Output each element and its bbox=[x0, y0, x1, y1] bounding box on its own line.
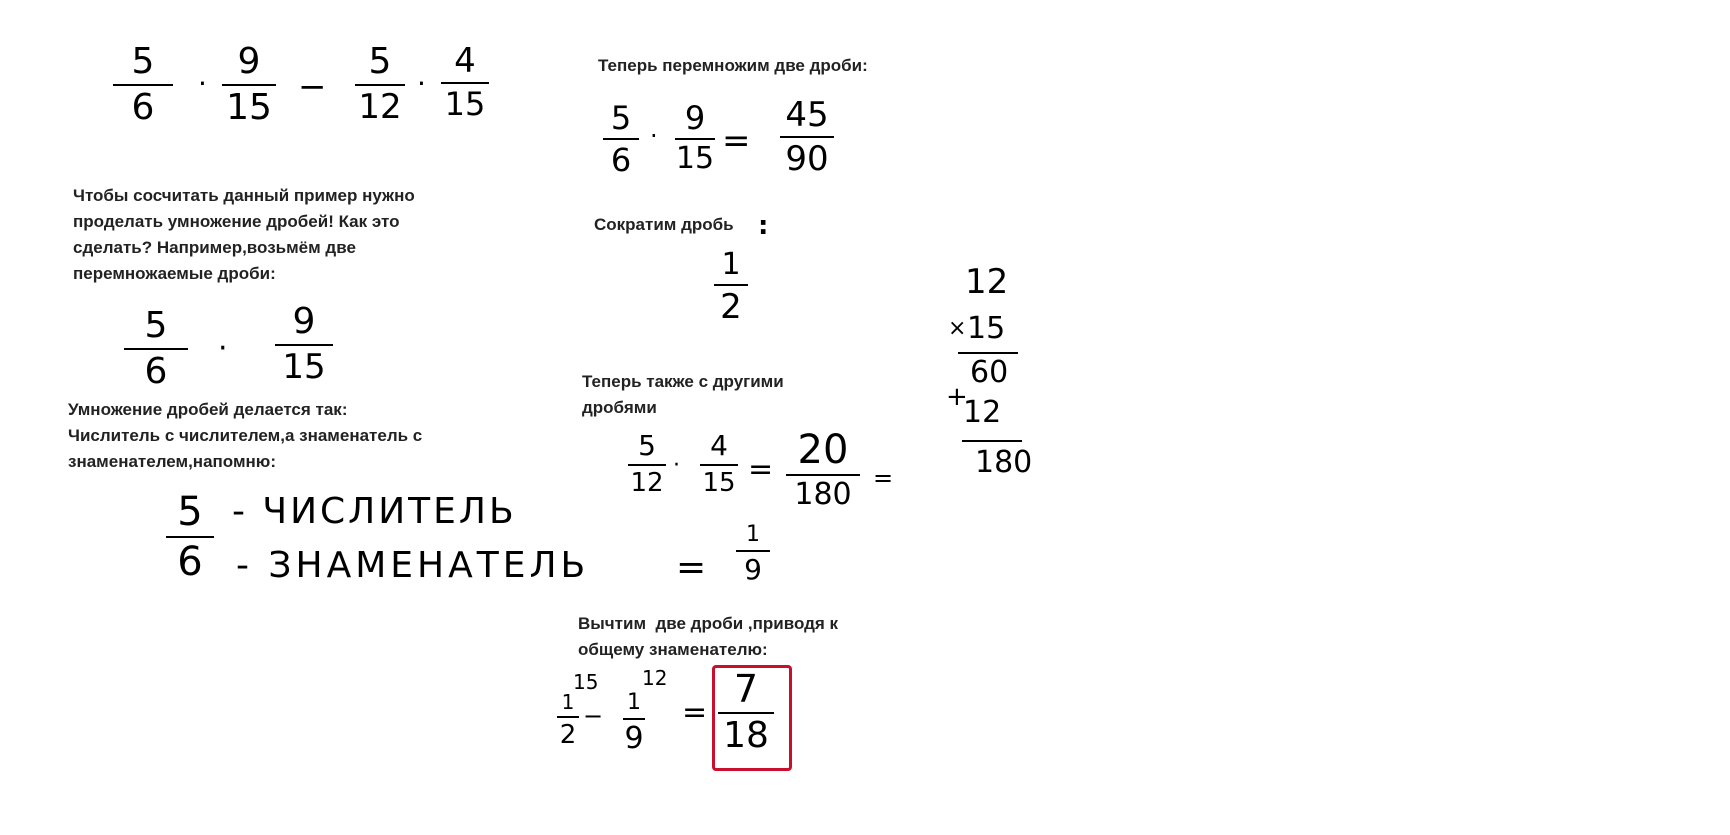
common-factor: 12 bbox=[642, 666, 668, 690]
others-line: дробями bbox=[582, 398, 657, 417]
subtract-line: Вычтим две дроби ,приводя к bbox=[578, 614, 839, 633]
equals-sign: = bbox=[722, 121, 751, 161]
fraction-bar bbox=[557, 716, 579, 718]
multiplier: 15 bbox=[967, 311, 1006, 346]
fraction-bar bbox=[786, 474, 860, 476]
equals-sign: = bbox=[748, 452, 774, 487]
multiply-sign: · bbox=[417, 67, 426, 100]
denominator: 6 bbox=[610, 141, 632, 179]
rule-line: Числитель с числителем,а знаменатель с bbox=[68, 426, 423, 445]
multiply-sign: · bbox=[650, 122, 658, 150]
multiply-heading: Теперь перемножим две дроби: bbox=[598, 56, 868, 75]
numerator: 9 bbox=[292, 301, 316, 342]
denominator: 9 bbox=[624, 721, 644, 756]
fraction bbox=[275, 301, 333, 387]
numerator: 1 bbox=[721, 247, 741, 282]
fraction bbox=[675, 99, 715, 176]
denominator: 90 bbox=[785, 139, 829, 179]
fraction-bar bbox=[675, 138, 715, 140]
equals-sign: = bbox=[682, 695, 708, 730]
fraction bbox=[222, 41, 276, 128]
numerator: 20 bbox=[797, 427, 849, 473]
fraction bbox=[700, 429, 738, 498]
numerator: 4 bbox=[454, 41, 476, 81]
numerator: 5 bbox=[177, 489, 203, 535]
fraction bbox=[628, 429, 666, 498]
equals-sign: = bbox=[873, 464, 894, 492]
fraction bbox=[786, 427, 860, 512]
numerator: 5 bbox=[368, 41, 392, 82]
common-factor: 15 bbox=[573, 670, 599, 694]
denominator: 15 bbox=[702, 468, 736, 498]
fraction-bar bbox=[222, 84, 276, 86]
multiplicand: 12 bbox=[965, 262, 1009, 302]
denominator: 12 bbox=[630, 468, 664, 498]
fraction bbox=[166, 489, 214, 585]
numerator: 9 bbox=[237, 41, 261, 82]
denominator: 12 bbox=[358, 87, 402, 127]
fraction-bar bbox=[718, 712, 774, 714]
fraction bbox=[355, 41, 405, 127]
partial-product: 60 bbox=[970, 355, 1009, 390]
multiply-sign: · bbox=[198, 67, 207, 100]
fraction-bar bbox=[736, 550, 770, 552]
denominator: 15 bbox=[282, 347, 326, 387]
intro-line: сделать? Например,возьмём две bbox=[73, 238, 356, 257]
denominator: 18 bbox=[723, 715, 769, 756]
equals-sign: = bbox=[676, 547, 707, 588]
fraction-bar bbox=[355, 84, 405, 86]
fraction-bar bbox=[441, 82, 489, 84]
sum-line bbox=[958, 352, 1018, 354]
denominator: 15 bbox=[675, 141, 715, 176]
sum-line bbox=[962, 440, 1022, 442]
fraction-bar bbox=[780, 136, 834, 138]
denominator: 6 bbox=[131, 87, 155, 128]
others-line: Теперь также с другими bbox=[582, 372, 784, 391]
numerator: 4 bbox=[710, 429, 728, 462]
fraction bbox=[557, 692, 579, 748]
partial-product: 12 bbox=[963, 395, 1002, 430]
reduce-heading: Сократим дробь bbox=[594, 215, 734, 234]
denominator: 2 bbox=[559, 720, 577, 750]
fraction bbox=[780, 95, 834, 179]
fraction-bar bbox=[113, 84, 173, 86]
minus-sign: − bbox=[298, 67, 327, 107]
denominator: 180 bbox=[794, 477, 852, 512]
numerator: 5 bbox=[638, 429, 656, 462]
times-sign: × bbox=[948, 316, 967, 341]
fraction bbox=[441, 41, 489, 123]
answer-fraction bbox=[718, 667, 774, 756]
denominator: 6 bbox=[177, 539, 203, 585]
fraction bbox=[623, 692, 645, 754]
intro-line: перемножаемые дроби: bbox=[73, 264, 276, 283]
multiply-sign: · bbox=[218, 331, 228, 366]
numerator: 9 bbox=[684, 99, 706, 137]
fraction-bar bbox=[628, 464, 666, 466]
numerator: 45 bbox=[785, 95, 829, 135]
denominator: 15 bbox=[226, 87, 272, 128]
numerator-label: - ЧИСЛИТЕЛЬ bbox=[232, 491, 517, 532]
fraction-bar bbox=[124, 348, 188, 350]
numerator: 1 bbox=[627, 690, 641, 715]
subtract-line: общему знаменателю: bbox=[578, 640, 768, 659]
numerator: 1 bbox=[746, 522, 760, 547]
denominator: 9 bbox=[744, 553, 762, 586]
total-product: 180 bbox=[975, 445, 1033, 480]
reduced-fraction bbox=[714, 247, 748, 327]
fraction-bar bbox=[700, 464, 738, 466]
fraction bbox=[124, 305, 188, 392]
intro-line: Чтобы сосчитать данный пример нужно bbox=[73, 186, 415, 205]
numerator: 7 bbox=[733, 667, 759, 711]
fraction-bar bbox=[275, 344, 333, 346]
numerator: 1 bbox=[561, 690, 575, 714]
denominator-label: - ЗНАМЕНАТЕЛЬ bbox=[236, 545, 590, 586]
fraction-bar bbox=[623, 718, 645, 720]
denominator: 6 bbox=[144, 351, 168, 392]
fraction-bar bbox=[166, 536, 214, 538]
numerator: 5 bbox=[144, 305, 168, 346]
denominator: 2 bbox=[720, 287, 742, 327]
fraction-bar bbox=[714, 284, 748, 286]
fraction bbox=[736, 524, 770, 584]
multiply-sign: · bbox=[673, 453, 680, 478]
numerator: 5 bbox=[131, 41, 155, 82]
fraction bbox=[603, 99, 639, 179]
intro-line: проделать умножение дробей! Как это bbox=[73, 212, 400, 231]
fraction bbox=[113, 41, 173, 128]
rule-line: знаменателем,напомню: bbox=[68, 452, 276, 471]
numerator: 5 bbox=[610, 99, 632, 137]
reduce-colon: : bbox=[758, 211, 769, 241]
plus-sign: + bbox=[946, 382, 968, 412]
fraction-bar bbox=[603, 138, 639, 140]
denominator: 15 bbox=[444, 85, 486, 123]
rule-line: Умножение дробей делается так: bbox=[68, 400, 348, 419]
minus-sign: − bbox=[583, 702, 604, 730]
